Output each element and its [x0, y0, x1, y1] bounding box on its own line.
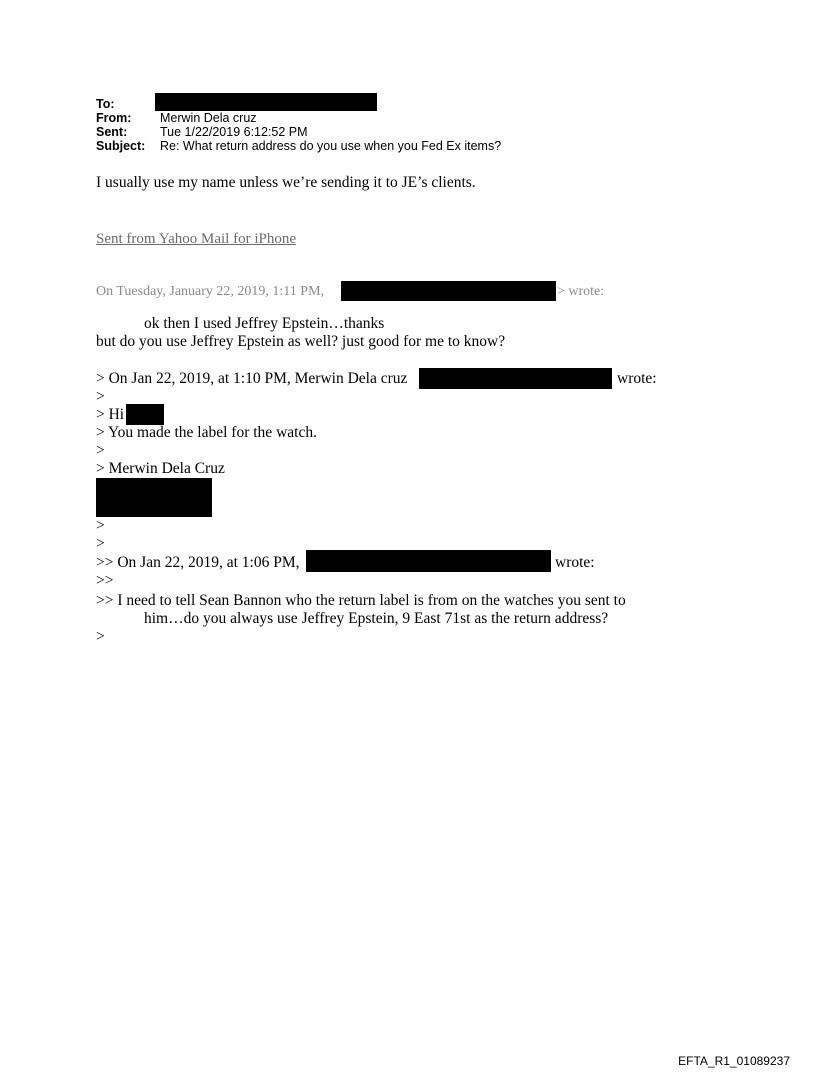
sent-value: Tue 1/22/2019 6:12:52 PM [160, 125, 308, 139]
quote-line-2: but do you use Jeffrey Epstein as well? just good for me to know? [96, 333, 506, 350]
yahoo-mail-link[interactable]: Sent from Yahoo Mail for iPhone [96, 231, 296, 247]
to-label: To: [96, 97, 115, 111]
q2-blank-2: > [96, 628, 105, 645]
q2-intro-start: >> On Jan 22, 2019, at 1:06 PM, [96, 554, 300, 571]
q2-line-1: >> I need to tell Sean Bannon who the return label is from on the watches you sent to [96, 592, 626, 609]
q1-intro-start: > On Jan 22, 2019, at 1:10 PM, Merwin Dela cruz [96, 370, 408, 387]
q1-blank-1: > [96, 388, 105, 405]
redaction-q1-email [419, 368, 612, 389]
q1-intro-end: wrote: [617, 370, 657, 387]
q2-line-2: him…do you always use Jeffrey Epstein, 9 East 71st as the return address? [144, 610, 609, 627]
email-header [0, 0, 816, 160]
redaction-q2-sender [306, 550, 551, 572]
q1-blank-4: > [96, 535, 105, 552]
document-id: EFTA_R1_01089237 [678, 1054, 790, 1068]
sent-label: Sent: [96, 125, 128, 139]
subject-value: Re: What return address do you use when you Fed Ex items? [160, 139, 502, 153]
quote-intro [96, 283, 324, 301]
q1-signature: > Merwin Dela Cruz [96, 460, 225, 477]
quote-line-1: ok then I used Jeffrey Epstein…thanks [144, 315, 385, 332]
redaction-q1-signature-block [96, 478, 212, 517]
q2-intro-end: wrote: [555, 554, 595, 571]
reply-text: I usually use my name unless we’re sending it to JE’s clients. [96, 174, 476, 191]
quote-intro-start: On Tuesday, January 22, 2019, 1:11 PM, [96, 284, 325, 299]
q1-hi: > Hi [96, 406, 125, 423]
subject-label: Subject: [96, 139, 146, 153]
from-value: Merwin Dela cruz [160, 111, 257, 125]
redaction-quote-intro [341, 281, 556, 301]
q1-blank-3: > [96, 517, 105, 534]
q2-blank-1: >> [96, 572, 114, 589]
from-label: From: [96, 111, 132, 125]
redaction-q1-name [126, 404, 164, 425]
q1-blank-2: > [96, 442, 105, 459]
q1-label-line: > You made the label for the watch. [96, 424, 317, 441]
quote-intro-end: > wrote: [557, 284, 605, 299]
redaction-to [155, 93, 377, 111]
